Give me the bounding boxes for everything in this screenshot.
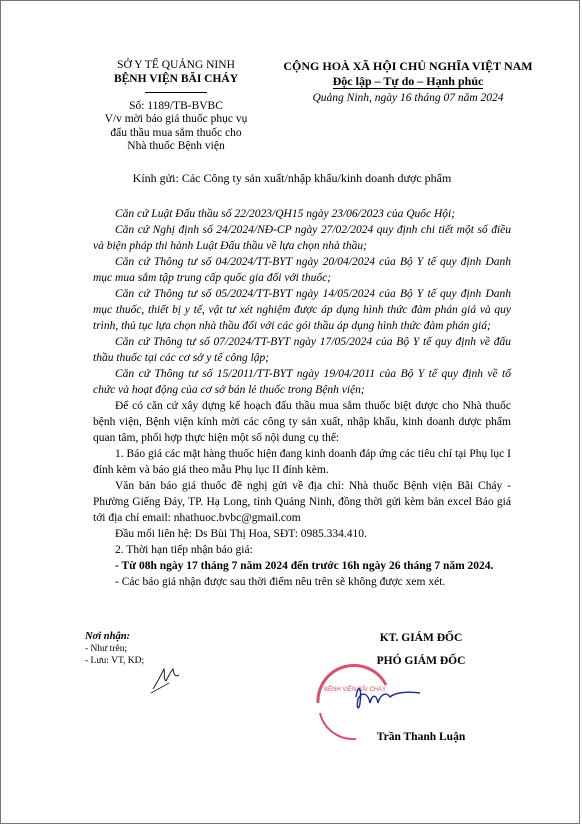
- signer-role-1: KT. GIÁM ĐỐC: [379, 632, 463, 644]
- national-header: [273, 59, 543, 106]
- recipient-item: - Như trên;: [85, 644, 128, 654]
- motto: Độc lập – Tự do – Hạnh phúc: [332, 74, 484, 88]
- signer-role-2: PHÓ GIÁM ĐỐC: [376, 655, 466, 667]
- nation-title: CỘNG HOÀ XÃ HỘI CHỦ NGHĨA VIỆT NAM: [283, 59, 533, 73]
- subject-line-3: Nhà thuốc Bệnh viện: [127, 140, 225, 152]
- paragraph: Căn cứ Thông tư số 04/2024/TT-BYT ngày 20/04/2024 của Bộ Y tế quy định Danh mục mua sắm tập trung cấp quốc gia đối với thuốc;: [93, 256, 511, 284]
- recipients-list: [85, 631, 144, 667]
- initial-mark-icon: [147, 661, 183, 695]
- divider: [145, 92, 207, 93]
- stamp-text: BỆNH VIỆN BÃI CHÁY: [324, 687, 387, 693]
- paragraph: Đầu mối liên hệ: Ds Bùi Thị Hoa, SĐT: 0985.334.410.: [115, 528, 367, 540]
- document-number: Số: 1189/TB-BVBC: [129, 99, 223, 112]
- recipient-item: - Lưu: VT, KD;: [85, 656, 145, 666]
- document-date: Quảng Ninh, ngày 16 tháng 07 năm 2024: [312, 92, 504, 104]
- department-name: SỞ Y TẾ QUẢNG NINH: [117, 59, 235, 71]
- issuer-block: [81, 59, 271, 154]
- paragraph: - Các báo giá nhận được sau thời điểm nêu trên sẽ không được xem xét.: [115, 576, 446, 588]
- paragraph: Để có căn cứ xây dựng kế hoạch đấu thầu mua sắm thuốc biệt dược cho Nhà thuốc bệnh viện, Bệnh viện kính mời các công ty sản xuất, nhập khẩu, kinh doanh dược phẩm quan tâm, phối hợp thực hiện một số nội dung cụ thể:: [93, 400, 511, 444]
- recipient-line: Kính gửi: Các Công ty sản xuất/nhập khẩu/kinh doanh dược phẩm: [132, 171, 452, 185]
- paragraph: Văn bản báo giá thuốc đề nghị gửi về địa chỉ: Nhà thuốc Bệnh viện Bãi Cháy - Phường Giếng Đáy, TP. Hạ Long, tỉnh Quảng Ninh, đồng thời gửi kèm bản excel Báo giá tới địa chỉ email: nhathuoc.bvbc@gmail.com: [93, 480, 511, 524]
- paragraph: Căn cứ Thông tư số 15/2011/TT-BYT ngày 19/04/2011 của Bộ Y tế quy định về tổ chức và hoạt động của cơ sở bán lẻ thuốc trong Bệnh viện;: [93, 368, 511, 396]
- recipients-title: Nơi nhận:: [85, 631, 131, 642]
- paragraph: Căn cứ Thông tư số 07/2024/TT-BYT ngày 17/05/2024 của Bộ Y tế quy định về đấu thầu thuốc tại các cơ sở y tế công lập;: [93, 336, 511, 364]
- paragraph: Căn cứ Thông tư số 05/2024/TT-BYT ngày 14/05/2024 của Bộ Y tế quy định Danh mục thuốc, thiết bị y tế, vật tư xét nghiệm được áp dụng hình thức đàm phán giá và quy trình, thủ tục lựa chọn nhà thầu đối với các gói thầu áp dụng hình thức đàm phán giá;: [93, 288, 511, 332]
- paragraph: 1. Báo giá các mặt hàng thuốc hiện đang kinh doanh đáp ứng các tiêu chí tại Phụ lục I đính kèm và báo giá theo mẫu Phụ lục II đính kèm.: [93, 448, 511, 476]
- document-body: [93, 206, 511, 590]
- paragraph: Căn cứ Luật Đấu thầu số 22/2023/QH15 ngày 23/06/2023 của Quốc Hội;: [115, 208, 456, 220]
- subject-line-1: V/v mời báo giá thuốc phục vụ: [104, 113, 248, 125]
- signer-name: Trần Thanh Luận: [376, 731, 466, 743]
- paragraph: - Từ 08h ngày 17 tháng 7 năm 2024 đến trước 16h ngày 26 tháng 7 năm 2024.: [115, 560, 494, 572]
- paragraph: 2. Thời hạn tiếp nhận báo giá:: [115, 544, 253, 556]
- subject-line-2: đấu thầu mua sắm thuốc cho: [110, 126, 242, 139]
- paragraph: Căn cứ Nghị định số 24/2024/NĐ-CP ngày 27/02/2024 quy định chi tiết một số điều và biện pháp thi hành Luật Đấu thầu về lựa chọn nhà thầu;: [93, 224, 511, 252]
- hospital-name: BỆNH VIỆN BÃI CHÁY: [113, 72, 239, 85]
